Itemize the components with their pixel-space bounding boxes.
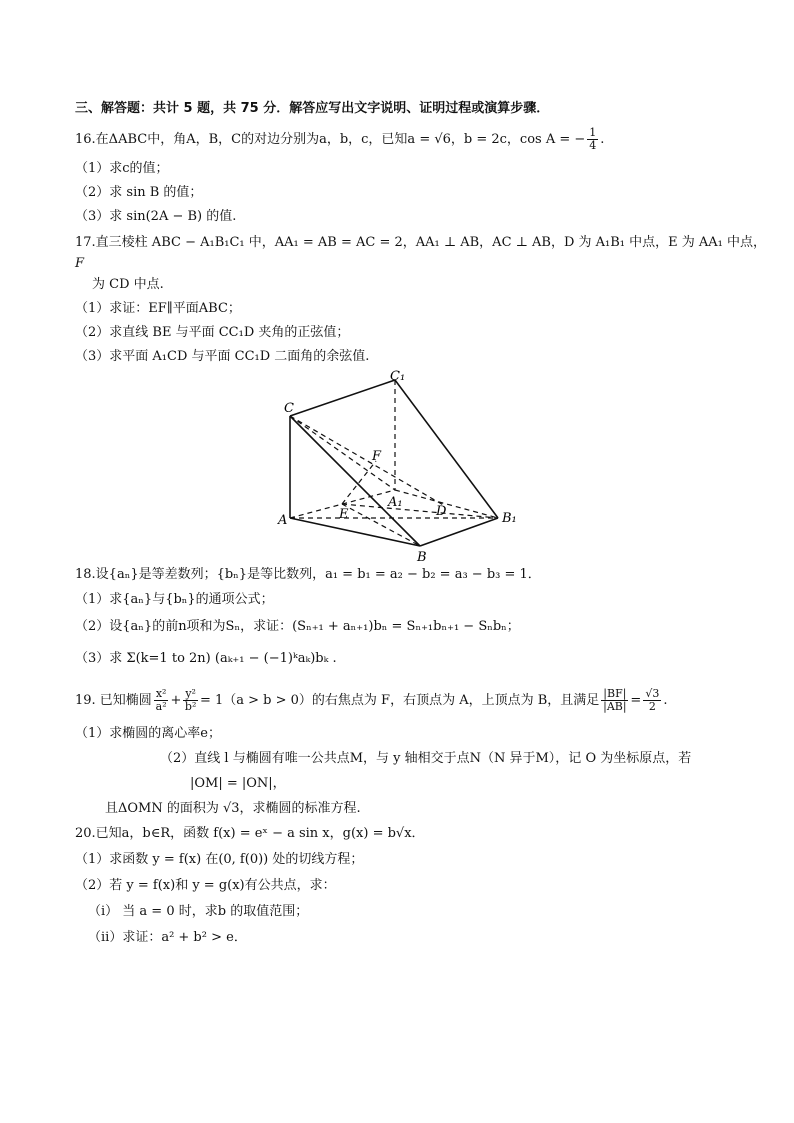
q17-stem-line1: 17.直三棱柱 ABC − A₁B₁C₁ 中，AA₁ = AB = AC = 2，AA₁ ⊥ AB，AC ⊥ AB，D 为 A₁B₁ 中点，E 为 AA₁ 中点， xyxy=(75,235,766,250)
q19-stem: 19. 已知椭圆 $\frac{\text{x²}}{\text{a²}}$ + $\frac{\text{y²}}{\text{b²}}$ = 1（a > b > 0）的右焦点为 F，右顶点为 A，上顶点为 B，且满足 $\frac{|BF|}{|AB|}$ = $\frac{√3}{2}$ . xyxy=(75,687,668,713)
q17-stem-line3: 为 CD 中点. xyxy=(92,277,164,292)
q19-ratio-fraction xyxy=(601,688,628,713)
label-C1: C₁ xyxy=(390,369,406,384)
q20-part2: （2）若 y = f(x)和 y = g(x)有公共点，求： xyxy=(75,878,336,893)
edge-B-B1 xyxy=(420,518,498,546)
q19-stem-b: = 1（a > b > 0）的右焦点为 F，右顶点为 A，上顶点为 B，且满足 xyxy=(199,693,600,708)
edge-E-B1 xyxy=(342,504,498,518)
q19-val-num: √3 xyxy=(645,687,660,700)
q20-stem: 20.已知a，b∈R，函数 f(x) = eˣ − a sin x，g(x) = b√x． xyxy=(75,826,425,841)
q19-ratio-den: |AB| xyxy=(603,700,627,713)
q19-x-den: a² xyxy=(155,700,167,713)
label-D: D xyxy=(436,504,447,519)
q18-part3: （3）求 Σ(k=1 to 2n) (aₖ₊₁ − (−1)ᵏaₖ)bₖ . xyxy=(75,651,337,666)
edge-C1-B1 xyxy=(395,380,498,518)
edge-A1-B1 xyxy=(395,490,498,518)
q16-fraction-den: 4 xyxy=(589,139,597,152)
q19-y-den: b² xyxy=(184,700,197,713)
edge-A-B xyxy=(290,518,420,546)
label-A: A xyxy=(278,513,288,528)
q19-ratio-num: |BF| xyxy=(603,687,627,700)
q19-part1: （1）求椭圆的离心率e； xyxy=(75,726,221,741)
q19-part2-line1: （2）直线 l 与椭圆有唯一公共点M，与 y 轴相交于点N（N 异于M），记 O 为坐标原点，若 xyxy=(160,751,692,766)
edge-C-C1 xyxy=(290,380,395,416)
prism-figure xyxy=(270,368,520,563)
label-E: E xyxy=(339,507,349,522)
q19-part2-line3: 且ΔOMN 的面积为 √3，求椭圆的标准方程. xyxy=(105,801,361,816)
q19-val-fraction xyxy=(643,688,661,713)
q19-stem-a: 19. 已知椭圆 xyxy=(75,693,152,708)
section-heading: 三、解答题：共计 5 题，共 75 分．解答应写出文字说明、证明过程或演算步骤． xyxy=(75,101,550,116)
q19-stem-d: . xyxy=(663,693,668,708)
q19-y-fraction xyxy=(183,688,198,713)
q19-part2-line2: |OM| = |ON|， xyxy=(190,776,286,791)
label-A1: A₁ xyxy=(388,495,403,510)
label-C: C xyxy=(284,401,294,416)
q16-part2: （2）求 sin B 的值； xyxy=(75,185,203,200)
q17-stem-line2: F xyxy=(75,256,85,271)
q20-part2-ii: （ii）求证：a² + b² > e． xyxy=(88,930,247,945)
q16-stem-text: 16.在ΔABC中，角A，B，C的对边分别为a，b，c，已知a = √6，b = 2c，cos A = − xyxy=(75,132,586,147)
label-B: B xyxy=(417,550,427,563)
q19-y-num: y² xyxy=(185,687,196,700)
q18-part1: （1）求{aₙ}与{bₙ}的通项公式； xyxy=(75,592,274,607)
q16-fraction xyxy=(587,127,598,152)
q16-fraction-num: 1 xyxy=(589,126,597,139)
q17-part2: （2）求直线 BE 与平面 CC₁D 夹角的正弦值； xyxy=(75,325,350,340)
q16-part1: （1）求c的值； xyxy=(75,161,169,176)
q17-part3: （3）求平面 A₁CD 与平面 CC₁D 二面角的余弦值. xyxy=(75,349,370,364)
label-F: F xyxy=(372,449,382,464)
q20-part1: （1）求函数 y = f(x) 在(0, f(0)) 处的切线方程； xyxy=(75,852,364,867)
q19-x-fraction xyxy=(154,688,169,713)
q16-part3: （3）求 sin(2A − B) 的值. xyxy=(75,209,237,224)
edge-C-B xyxy=(290,416,420,546)
q16-stem: 16.在ΔABC中，角A，B，C的对边分别为a，b，c，已知a = √6，b = 2c，cos A = − $\frac{1}{4}$ . xyxy=(75,126,605,152)
q19-val-den: 2 xyxy=(648,700,656,713)
q18-part2: （2）设{aₙ}的前n项和为Sₙ，求证：(Sₙ₊₁ + aₙ₊₁)bₙ = Sₙ₊₁bₙ₊₁ − Sₙbₙ； xyxy=(75,619,520,634)
q19-stem-c: = xyxy=(630,693,642,708)
q18-stem: 18.设{aₙ}是等差数列；{bₙ}是等比数列，a₁ = b₁ = a₂ − b₂ = a₃ − b₃ = 1． xyxy=(75,567,541,582)
label-B1: B₁ xyxy=(502,511,517,526)
q19-x-num: x² xyxy=(155,687,167,700)
q17-part1: （1）求证：EF∥平面ABC； xyxy=(75,301,241,316)
q20-part2-i: （i） 当 a = 0 时，求b 的取值范围； xyxy=(88,904,309,919)
